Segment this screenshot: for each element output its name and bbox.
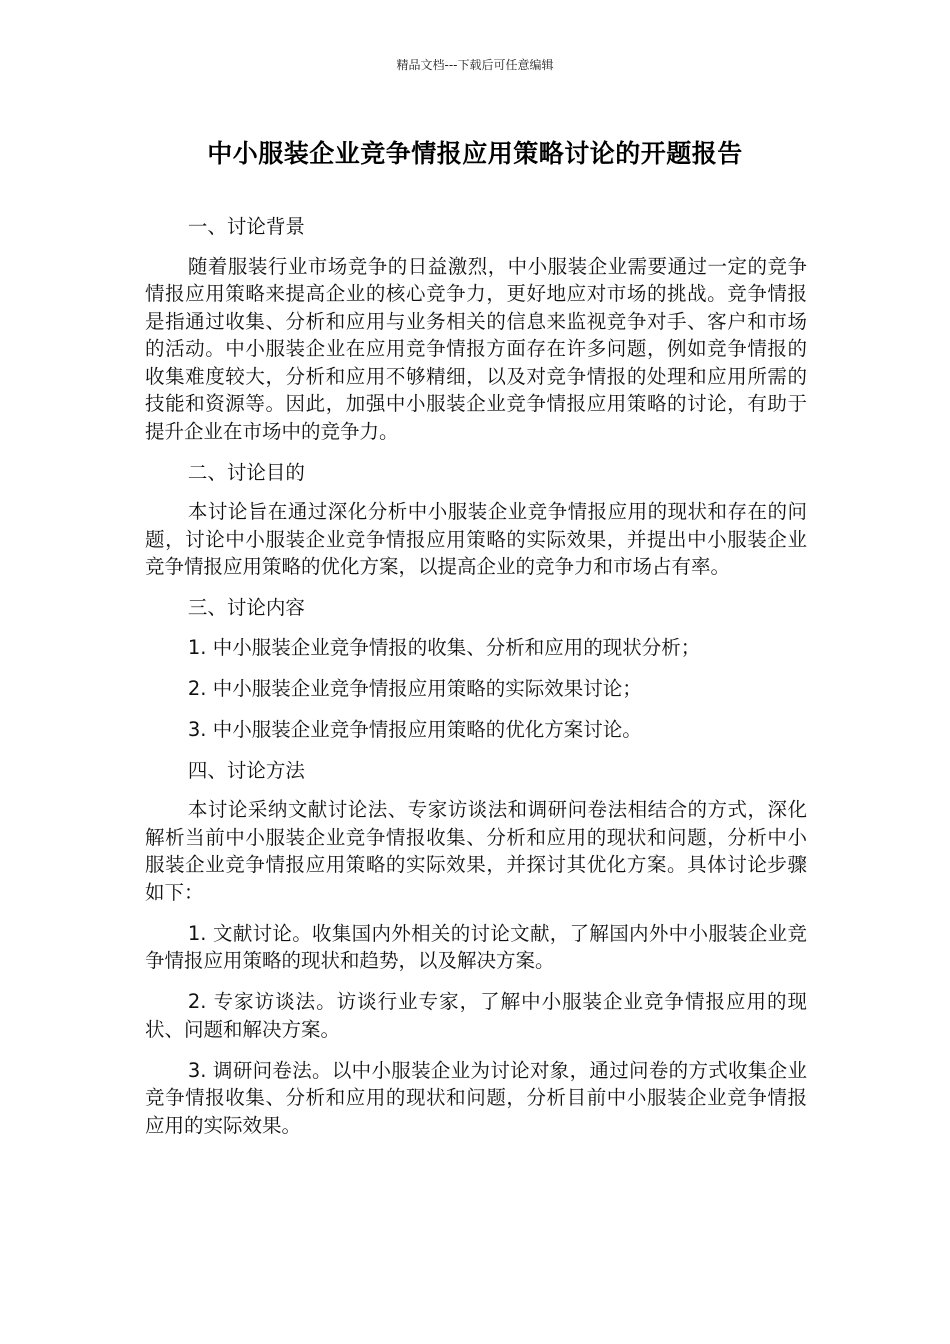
document-title: 中小服装企业竞争情报应用策略讨论的开题报告 [207,139,743,168]
paragraph-purpose: 本讨论旨在通过深化分析中小服装企业竞争情报应用的现状和存在的问题，讨论中小服装企业竞争情报应用策略的实际效果，并提出中小服装企业竞争情报应用策略的优化方案，以提高企业的竞争力和市场占有率。 [145,500,807,578]
page-header: 精品文档---下载后可任意编辑 [396,58,554,72]
section-heading-content: 三、讨论内容 [187,596,305,619]
list-item-method-step-1: 1. 文献讨论。收集国内外相关的讨论文献，了解国内外中小服装企业竞争情报应用策略的现状和趋势，以及解决方案。 [145,921,807,972]
list-item-content-1: 1. 中小服装企业竞争情报的收集、分析和应用的现状分析； [187,635,701,659]
list-item-content-2: 2. 中小服装企业竞争情报应用策略的实际效果讨论； [187,676,642,700]
document-body [145,213,807,1153]
paragraph-background: 随着服装行业市场竞争的日益激烈，中小服装企业需要通过一定的竞争情报应用策略来提高企业的核心竞争力，更好地应对市场的挑战。竞争情报是指通过收集、分析和应用与业务相关的信息来监视竞争对手、客户和市场的活动。中小服装企业在应用竞争情报方面存在许多问题，例如竞争情报的收集难度较大，分析和应用不够精细，以及对竞争情报的处理和应用所需的技能和资源等。因此，加强中小服装企业竞争情报应用策略的讨论，有助于提升企业在市场中的竞争力。 [145,254,807,443]
section-heading-purpose: 二、讨论目的 [187,460,305,484]
section-heading-background: 一、讨论背景 [187,215,305,238]
list-item-content-3: 3. 中小服装企业竞争情报应用策略的优化方案讨论。 [187,717,642,741]
list-item-method-step-2: 2. 专家访谈法。访谈行业专家，了解中小服装企业竞争情报应用的现状、问题和解决方案。 [145,990,807,1041]
section-heading-method: 四、讨论方法 [187,758,305,782]
paragraph-method: 本讨论采纳文献讨论法、专家访谈法和调研问卷法相结合的方式，深化解析当前中小服装企业竞争情报收集、分析和应用的现状和问题，分析中小服装企业竞争情报应用策略的实际效果，并探讨其优化方案。具体讨论步骤如下： [145,798,807,904]
list-item-method-step-3: 3. 调研问卷法。以中小服装企业为讨论对象，通过问卷的方式收集企业竞争情报收集、分析和应用的现状和问题，分析目前中小服装企业竞争情报应用的实际效果。 [145,1058,807,1137]
